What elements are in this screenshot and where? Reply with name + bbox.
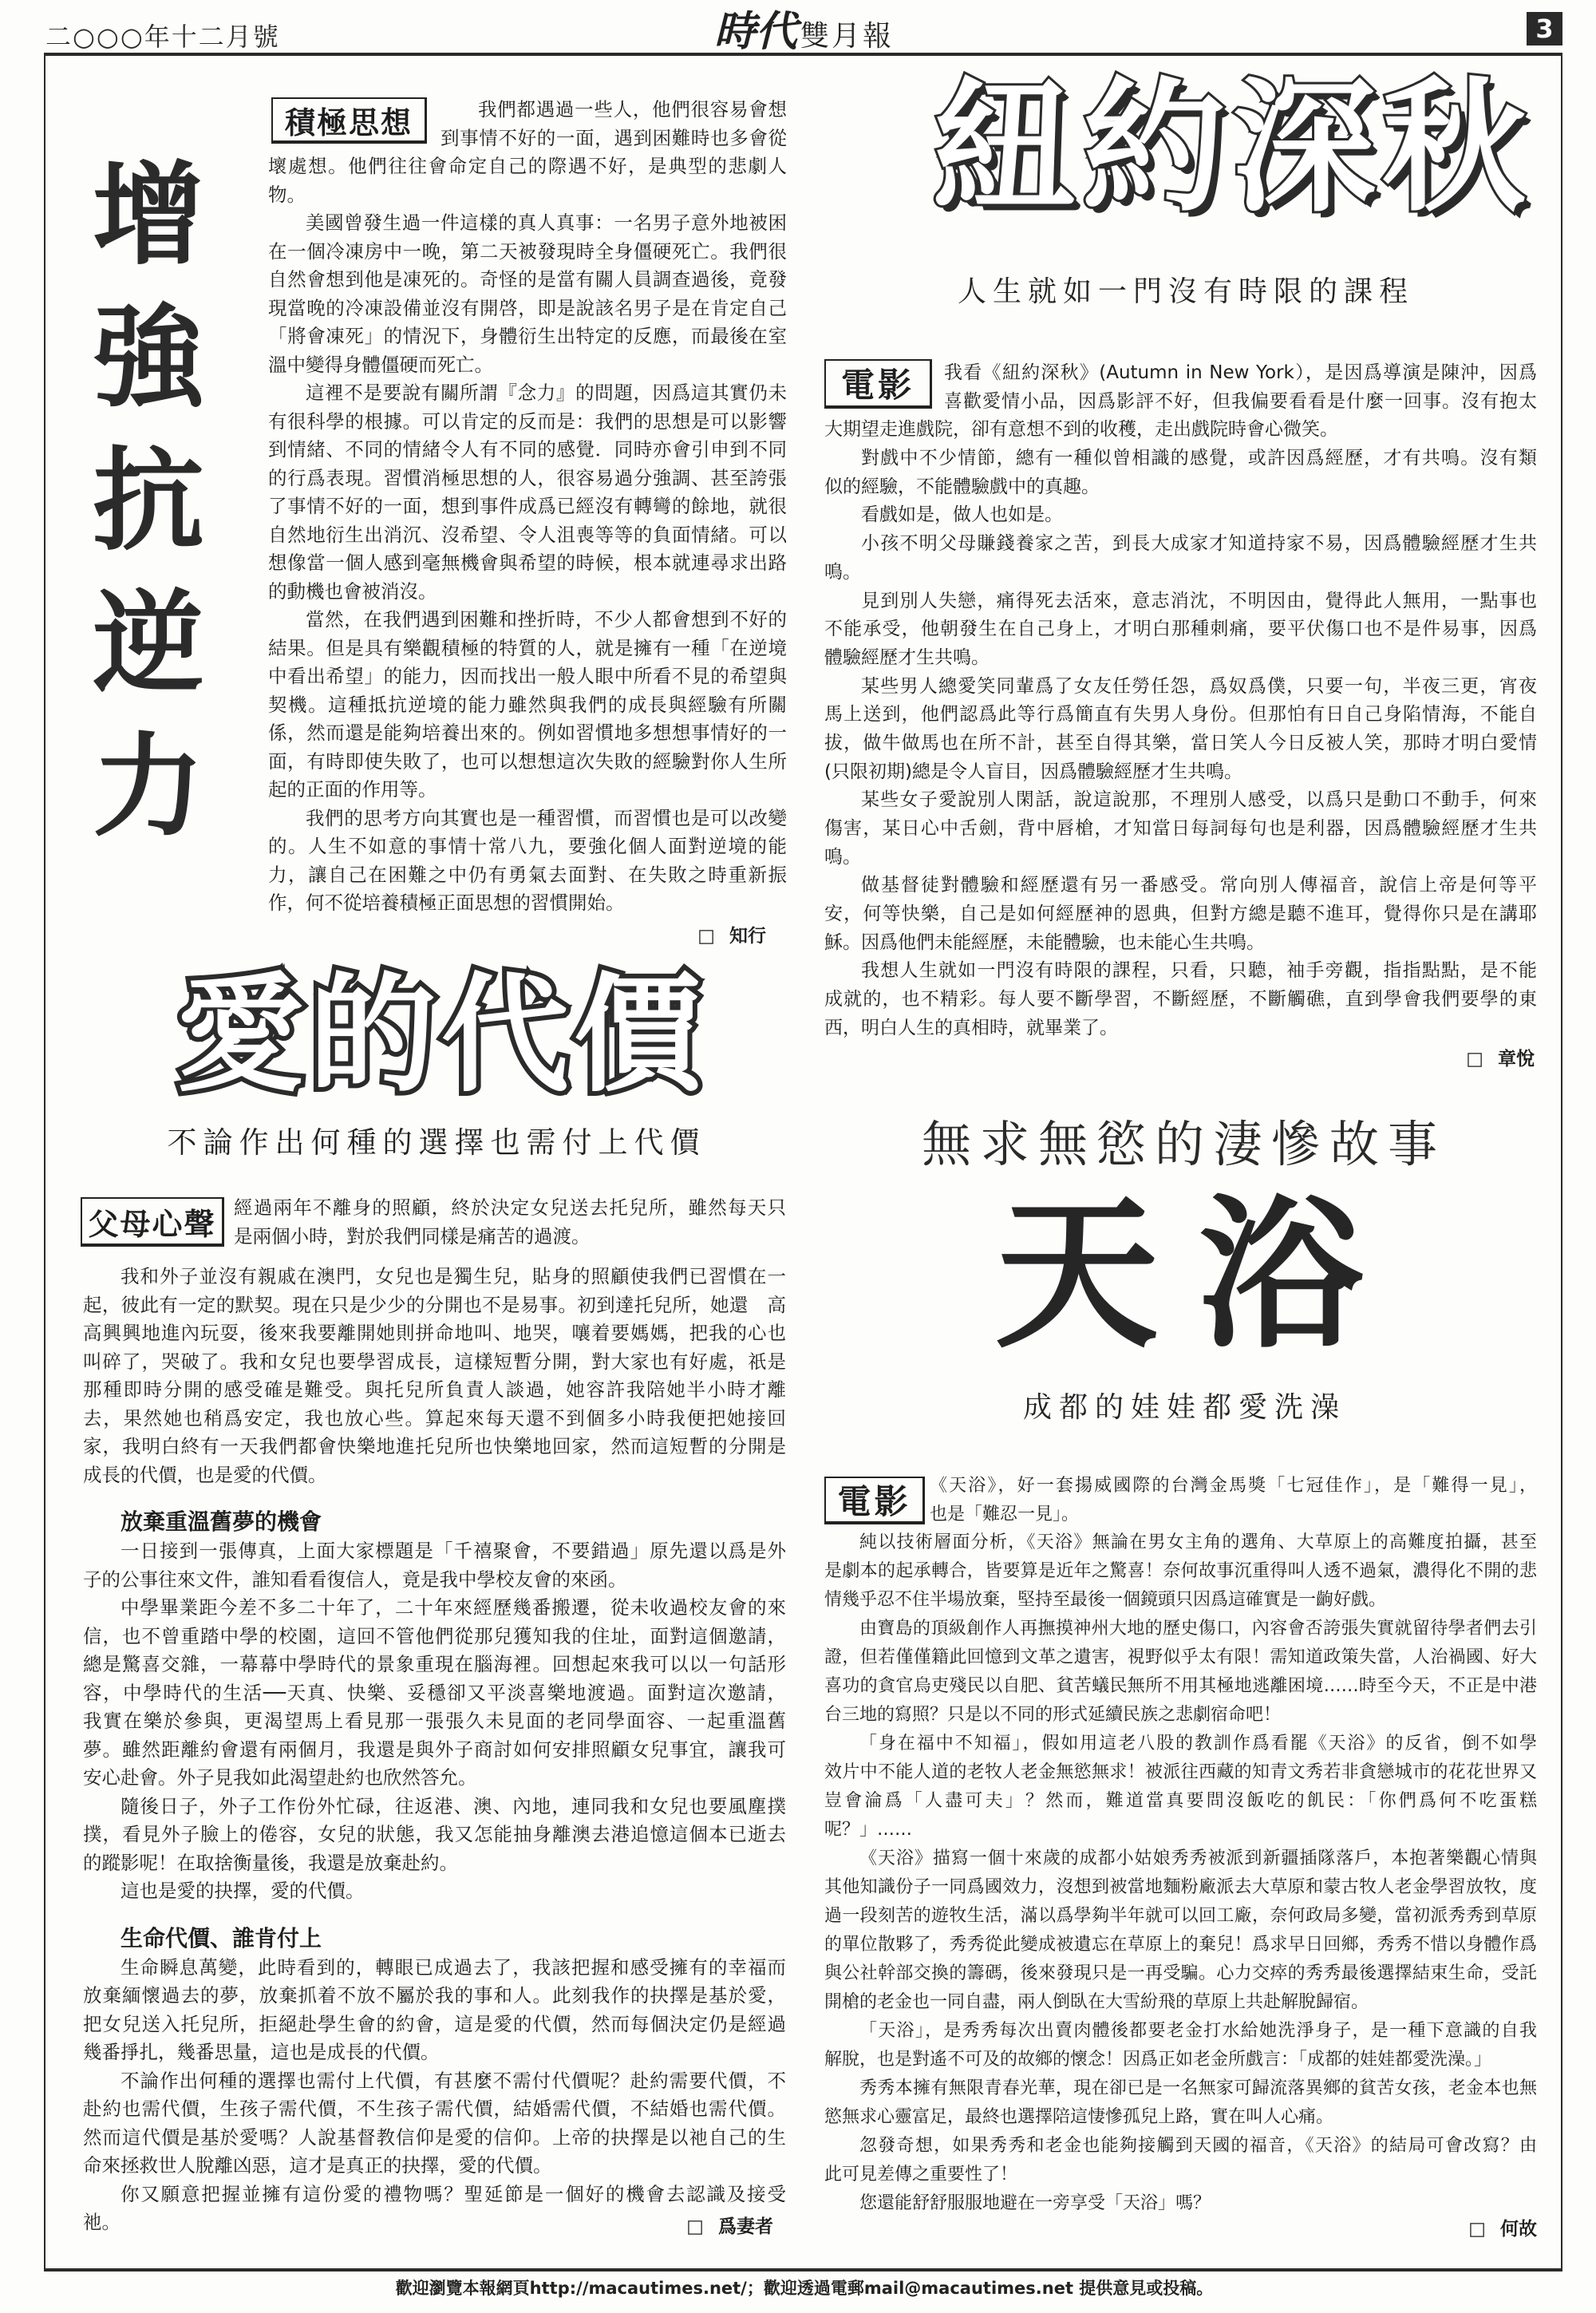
paragraph [268, 606, 787, 805]
text-line: 某些男人總愛笑同輩爲了女友任勞任怨，爲奴爲僕，只要一句，半夜三更，宵夜 [861, 675, 1537, 697]
text-line: 「天浴」，是秀秀每次出賣肉體後都要老金打水給她洗淨身子，是一種下意識的自我 [859, 2021, 1537, 2041]
paragraph [83, 1594, 786, 1793]
paragraph [824, 501, 1537, 530]
text-line: 撲，看見外子臉上的倦容，女兒的狀態，我又怎能抽身離澳去港追憶這個本已逝去 [83, 1823, 786, 1845]
text-line: (只限初期)總是令人盲目，因爲體驗經歷才生共鳴。 [824, 761, 1242, 782]
column-label-film: 電影 [824, 359, 932, 409]
paragraph [268, 379, 787, 606]
byline-autumn-in-new-york: □ 章悅 [1466, 1049, 1535, 1070]
text-line: 幾番掙扎，幾番思量，這也是成長的代價。 [83, 2041, 440, 2063]
text-line: 的。人生不如意的事情十常八九，要強化個人面對逆境的能 [268, 835, 787, 857]
text-line: 我看《紐約深秋》(Autumn in New York），是因爲導演是陳沖，因爲 [944, 362, 1537, 383]
text-line: 那種即時分開的感受確是難受。與托兒所負責人談過，她容許我陪她半小時才離 [83, 1378, 786, 1401]
text-line: 去，果然她也稍爲安定，我也放心些。算起來每天還不到個多小時我便把她接回 [83, 1406, 786, 1429]
article-body [824, 1528, 1537, 2218]
paragraph [824, 872, 1537, 957]
paragraph [440, 96, 787, 152]
paragraph [83, 1793, 786, 1878]
text-line: 開槍的老金也一同自盡，兩人倒臥在大雪紛飛的草原上共赴解脫歸宿。 [824, 1992, 1369, 2012]
text-line: 的行爲表現。習慣消極思想的人，很容易過分強調、甚至誇張 [268, 466, 787, 489]
paragraph [268, 805, 787, 918]
text-line: 美國曾發生過一件這樣的真人真事：一名男子意外地被困 [306, 212, 787, 234]
text-line: 「身在福中不知福」，假如用這老八股的教訓作爲看罷《天浴》的反省，倒不如學 [859, 1734, 1537, 1754]
text-line: 慾無求心靈富足，最終也選擇陪這悽慘孤兒上路，實在叫人心痛。 [824, 2107, 1334, 2127]
paragraph [83, 1877, 786, 1906]
text-line: 物。 [268, 183, 306, 206]
issue-date: 二○○○年十二月號 [45, 22, 280, 52]
column-label-parents-voice: 父母心聲 [81, 1197, 224, 1247]
text-line: 情幾乎忍不住半場放棄，堅持至最後一個鏡頭只因爲這確實是一齣好戲。 [824, 1590, 1387, 1610]
headline-xiu-xiu: 天浴 [995, 1180, 1402, 1370]
text-line: 在一個冷凍房中一晚，第二天被發現時全身僵硬死亡。我們很 [268, 239, 787, 263]
paragraph [824, 1528, 1537, 1615]
text-line: 你又願意把握並擁有這份愛的禮物嗎？聖延節是一個好的機會去認識及接受 [120, 2182, 786, 2205]
text-line: 我和外子並沒有親戚在澳門，女兒也是獨生兒，貼身的照顧使我們已習慣在一 [120, 1265, 786, 1287]
masthead-title-bold: 時代 [714, 7, 798, 56]
paragraph [83, 2067, 786, 2181]
paragraph [824, 530, 1537, 587]
text-line: 了事情不好的一面，想到事件成爲已經沒有轉彎的餘地，就很 [268, 495, 787, 517]
text-line: 成就的，也不精彩。每人要不斷學習，不斷經歷，不斷觸礁，直到學會我們要學的東 [824, 989, 1537, 1010]
text-line: 自然會想到他是凍死的。奇怪的是當有關人員調查過後，竟發 [268, 268, 787, 291]
article-lead [930, 1472, 1537, 1529]
paragraph [83, 1537, 786, 1594]
text-line: 這也是愛的抉擇，愛的代價。 [120, 1880, 365, 1902]
text-line: 我們的思考方向其實也是一種習慣，而習慣也是可以改變 [306, 806, 787, 829]
text-line: 到情緒、不同的情緒令人有不同的感覺．同時亦會引申到不同 [268, 438, 787, 461]
paragraph [930, 1472, 1537, 1529]
article-lead [944, 359, 1537, 416]
text-line: 的蹤影呢！在取捨衡量後，我還是放棄赴約。 [83, 1851, 458, 1874]
text-line: 《天浴》，好一套揚威國際的台灣金馬獎「七冠佳作」，是「難得一見」， [930, 1476, 1537, 1496]
text-line: 與公社幹部交換的籌碼，後來發現只是一再受騙。心力交瘁的秀秀最後選擇結束生命，受託 [824, 1963, 1537, 1983]
text-line: 看戲如是，做人也如是。 [861, 504, 1063, 526]
subheadline-autumn-in-new-york: 人生就如一門沒有時限的課程 [957, 275, 1414, 308]
paragraphs [83, 1263, 786, 2237]
text-line: 《天浴》描寫一個十來歲的成都小姑娘秀秀被派到新疆插隊落戶，本抱著樂觀心情與 [859, 1848, 1537, 1868]
text-line: 由寶島的頂級創作人再撫摸神州大地的歷史傷口，內容會否誇張失實就留待學者們去引 [859, 1619, 1537, 1639]
kicker-xiu-xiu: 無求無慾的淒慘故事 [921, 1115, 1446, 1173]
text-line: 小孩不明父母賺錢養家之苦，到長大成家才知道持家不易，因爲體驗經歷才生共 [861, 533, 1537, 555]
text-line: 您還能舒舒服服地避在一旁享受「天浴」嗎？ [859, 2193, 1211, 2213]
article-body [268, 152, 787, 918]
paragraph [824, 2017, 1537, 2074]
text-line: 壞處想。他們往往會命定自己的際遇不好，是典型的悲劇人 [268, 155, 787, 177]
text-line: 容，中學時代的生活──天真、快樂、妥穩卻又平淡喜樂地渡過。面對這次邀請， [83, 1681, 786, 1704]
text-line: 一日接到一張傳真，上面大家標題是「千禧聚會，不要錯過」原先還以爲是外 [120, 1540, 786, 1562]
paragraph [824, 2074, 1537, 2132]
byline-xiu-xiu: □ 何故 [1468, 2219, 1537, 2240]
paragraph [824, 957, 1537, 1042]
text-line: 我們都遇過一些人，他們很容易會想 [478, 98, 787, 121]
text-line: 鳴。 [824, 561, 861, 583]
text-line: 傷害，某日心中舌劍，背中唇槍，才知當日每詞每句也是利器，因爲體驗經歷才生共 [824, 818, 1537, 840]
paragraph [824, 786, 1537, 872]
paragraph [83, 2181, 786, 2237]
paragraph [234, 1194, 786, 1251]
article-lead [440, 96, 787, 152]
paragraph [268, 152, 787, 209]
text-line: 生命瞬息萬變，此時看到的，轉眼已成過去了，我該把握和感受擁有的幸福而 [120, 1955, 786, 1979]
paragraph [824, 2132, 1537, 2189]
paragraph [824, 1615, 1537, 1730]
headline-resilience: 增強抗逆力 [92, 151, 204, 852]
text-line: 力，讓自己在困難之中仍有勇氣去面對、在失敗之時重新振 [268, 863, 787, 886]
text-line: 其他知識份子一同爲國效力，沒想到被當地麵粉廠派去大草原和蒙古牧人老金學習放牧，度 [824, 1877, 1537, 1897]
text-line: 不能承受，他朝發生在自己身上，才明白那種刺痛，要平伏傷口也不是件易事，因爲 [824, 619, 1537, 640]
text-line: 效片中不能人道的老牧人老金無慾無求！被派往西藏的知青文秀若非貪戀城市的花花世界又 [824, 1762, 1537, 1782]
text-line: 係，然而還是能夠培養出來的。例如習慣地多想想事情好的一 [268, 722, 787, 744]
text-line: 是劇本的起承轉合，皆要算是近年之驚喜！奈何故事沉重得叫人透不過氣，濃得化不開的悲 [824, 1561, 1537, 1581]
paragraph [824, 1730, 1537, 1844]
text-line: 信，也不曾重踏中學的校園，這回不管他們從那兒獲知我的住址，面對這個邀請， [83, 1624, 786, 1647]
text-line: 把女兒送入托兒所，拒絕赴學生會的約會，這是愛的代價，然而每個決定仍是經過 [83, 2012, 786, 2035]
text-line: 也是「難忍一見」。 [930, 1504, 1080, 1524]
column-label-positive-thinking: 積極思想 [271, 97, 427, 144]
headline-price-of-love: 愛的代價 [176, 960, 706, 1109]
text-line: 西，明白人生的真相時，就畢業了。 [824, 1017, 1118, 1038]
paragraph [944, 359, 1537, 416]
page-number-badge: 3 [1527, 12, 1562, 45]
text-line: 喜歡愛情小品，因爲影評不好，但我偏要看看是什麼一回事。沒有抱太 [944, 390, 1537, 412]
text-line: 「將會凍死」的情況下，身體衍生出特定的反應，而最後在室 [268, 325, 787, 347]
text-line: 我想人生就如一門沒有時限的課程，只看，只聽，袖手旁觀，指指點點，是不能 [861, 960, 1537, 982]
text-line: 祂。 [83, 2211, 120, 2233]
column-label-film: 電影 [824, 1477, 925, 1524]
article-body [83, 1263, 786, 2237]
text-line: 安心赴會。外子見我如此渴望赴約也欣然答允。 [83, 1766, 477, 1789]
text-line: 赴約也需代價，生孩子需代價，不生孩子需代價，結婚需代價，不結婚也需代價。 [83, 2098, 786, 2120]
text-line: 純以技術層面分析，《天浴》無論在男女主角的選角、大草原上的高難度拍攝，甚至 [859, 1532, 1537, 1552]
section-subheading: 放棄重溫舊夢的機會 [120, 1508, 322, 1535]
text-line: 經過兩年不離身的照顧，終於決定女兒送去托兒所，雖然每天只 [234, 1196, 786, 1219]
masthead-title-rest: 雙月報 [800, 20, 895, 53]
text-line: 總是驚喜交雜，一幕幕中學時代的景象重現在腦海裡。回想起來我可以以一句話形 [83, 1653, 786, 1675]
text-line: 結果。但是具有樂觀積極的特質的人，就是擁有一種「在逆境 [268, 636, 787, 659]
footer-contact-note: 歡迎瀏覽本報網頁http://macautimes.net/；歡迎透過電郵mail@macautimes.net 提供意見或投稿。 [395, 2279, 1214, 2298]
text-line: 解脫，也是對遙不可及的故鄉的懷念！因爲正如老金所戲言：「成都的娃娃都愛洗澡。」 [824, 2050, 1492, 2070]
subheadline-price-of-love: 不論作出何種的選擇也需付上代價 [167, 1125, 706, 1160]
text-line: 做基督徒對體驗和經歷還有另一番感受。常向別人傳福音，說信上帝是何等平 [861, 875, 1537, 896]
headline-autumn-in-new-york: 紐約深秋 [931, 65, 1532, 231]
paragraph [824, 673, 1537, 787]
paragraph [824, 416, 1537, 445]
text-line: 穌。因爲他們未能經歷，未能體驗，也未能心生共鳴。 [824, 931, 1265, 953]
paragraph [83, 1263, 786, 1489]
text-line: 的動機也會被消沒。 [268, 579, 437, 603]
text-line: 這裡不是要說有關所謂『念力』的問題，因爲這其實仍未 [306, 382, 787, 404]
text-line: 證，但若僅僅籍此回憶到文革之遺害，視野似乎太有限！需知道政策失當，人治禍國、好大 [824, 1647, 1537, 1667]
text-line: 放棄緬懷過去的夢，放棄抓着不放不屬於我的事和人。此刻我作的抉擇是基於愛， [83, 1984, 786, 2007]
text-line: 成長的代價，也是愛的代價。 [83, 1463, 327, 1486]
text-line: 有很科學的根據。可以肯定的反而是：我們的思想是可以影響 [268, 409, 787, 433]
text-line: 起，彼此有一定的默契。現在只是少少的分開也不是易事。初到達托兒所，她還 高 [83, 1293, 786, 1316]
text-line: 當然，在我們遇到困難和挫折時，不少人都會想到不好的 [306, 608, 787, 631]
text-line: 馬上送到，他們認爲此等行爲簡直有失男人身份。但那怕有日自己身陷情海，不能自 [824, 704, 1537, 726]
text-line: 我實在樂於參與，更渴望馬上看見那一張張久未見面的老同學面容、一起重溫舊 [83, 1710, 786, 1732]
text-line: 契機。這種抵抗逆境的能力雖然與我們的成長與經驗有所關 [268, 693, 787, 716]
byline-resilience: □ 知行 [697, 926, 766, 947]
text-line: 體驗經歷才生共鳴。 [824, 646, 990, 668]
paragraph [824, 1844, 1537, 2017]
lead-continuation [268, 152, 787, 209]
text-line: 子的公事往來文件，誰知看看復信人，竟是我中學校友會的來函。 [83, 1568, 627, 1591]
text-line: 此可見差傳之重要性了！ [824, 2165, 1018, 2184]
text-line: 現當晚的冷凍設備並沒有開啓，即是說該名男子是在肯定自己 [268, 296, 787, 319]
article-lead [234, 1194, 786, 1251]
text-line: 的單位散夥了，秀秀從此變成被遺忘在草原上的棄兒！爲求早日回鄉，秀秀不惜以身體作爲 [824, 1935, 1537, 1955]
text-line: 溫中變得身體僵硬而死亡。 [268, 353, 493, 376]
paragraphs [824, 1528, 1537, 2218]
text-line: 想像當一個人感到毫無機會與希望的時候，根本就連尋求出路 [268, 552, 787, 574]
text-line: 喜功的貪官烏吏殘民以自肥、貧苦蟻民無所不用其極地逃離困境……時至今天，不正是中港 [824, 1676, 1537, 1696]
text-line: 安，何等快樂，自己是如何經歷神的恩典，但對方總是聽不進耳，覺得你只是在講耶 [824, 903, 1537, 925]
subheadline-xiu-xiu: 成都的娃娃都愛洗澡 [1022, 1391, 1346, 1424]
text-line: 作，何不從培養積極正面思想的習慣開始。 [268, 892, 625, 914]
text-line: 到事情不好的一面，遇到困難時也多會從 [440, 126, 787, 149]
text-line: 然而這代價是基於愛嗎？人說基督教信仰是愛的信仰。上帝的抉擇是以祂自己的生 [83, 2125, 786, 2149]
text-line: 秀秀本擁有無限青春光華，現在卻已是一名無家可歸流落異鄉的貧苦女孩，老金本也無 [859, 2078, 1537, 2098]
text-line: 豈會淪爲「人盡可夫」？然而，難道當真要問沒飯吃的飢民：「你們爲何不吃蛋糕 [824, 1791, 1537, 1811]
text-line: 高興興地進內玩耍，後來我要離開她則拼命地叫、地哭，嚷着要媽媽，把我的心也 [83, 1322, 786, 1344]
text-line: 台三地的寫照？只是以不同的形式延續民族之悲劇宿命吧！ [824, 1705, 1282, 1725]
paragraphs [824, 445, 1537, 1042]
text-line: 見到別人失戀，痛得死去活來，意志消沈，不明因由，覺得此人無用，一點事也 [861, 590, 1537, 611]
byline-price-of-love: □ 爲妻者 [686, 2216, 773, 2237]
text-line: 夢。雖然距離約會還有兩個月，我還是與外子商討如何安排照顧女兒事宜，讓我可 [83, 1738, 786, 1761]
text-line: 鳴。 [824, 846, 861, 868]
paragraph [824, 587, 1537, 673]
lead-continuation [824, 416, 1537, 445]
text-line: 隨後日子，外子工作份外忙碌，往返港、澳、內地，連同我和女兒也要風塵撲 [120, 1794, 786, 1817]
text-line: 呢？」…… [824, 1820, 913, 1840]
text-line: 過一段刻苦的遊牧生活，滿以爲學夠半年就可以回工廠，奈何政局多變，當初派秀秀到草原 [824, 1906, 1537, 1926]
paragraphs [268, 209, 787, 918]
text-line: 命來拯救世人脫離凶惡，這才是真正的抉擇，愛的代價。 [83, 2154, 552, 2177]
text-line: 起的正面的作用等。 [268, 778, 437, 801]
text-line: 對戲中不少情節，總有一種似曾相識的感覺，或許因爲經歷，才有共鳴。沒有類 [861, 448, 1537, 469]
text-line: 拔，做牛做馬也在所不計，甚至自得其樂，當日笑人今日反被人笑，那時才明白愛情 [824, 732, 1537, 753]
text-line: 叫碎了，哭破了。我和女兒也要學習成長，這樣短暫分開，對大家也有好處，祇是 [83, 1350, 786, 1373]
text-line: 是兩個小時，對於我們同樣是痛苦的過渡。 [234, 1224, 591, 1247]
text-line: 中學畢業距今差不多二十年了，二十年來經歷幾番搬遷，從未收過校友會的來 [120, 1596, 786, 1619]
paragraph [83, 1954, 786, 2067]
text-line: 似的經驗，不能體驗戲中的真趣。 [824, 476, 1100, 497]
paragraph [824, 2189, 1537, 2218]
text-line: 某些女子愛說別人閑話，說這說那，不理別人感受，以爲只是動口不動手，何來 [861, 789, 1537, 811]
text-line: 大期望走進戲院，卻有意想不到的收穫，走出戲院時會心微笑。 [824, 419, 1338, 441]
text-line: 面，有時即使失敗了，也可以想想這次失敗的經驗對你人生所 [268, 749, 787, 773]
paragraph [268, 209, 787, 379]
paragraph [824, 445, 1537, 501]
text-line: 中看出希望」的能力，因而找出一般人眼中所看不見的希望與 [268, 665, 787, 687]
text-line: 忽發奇想，如果秀秀和老金也能夠接觸到天國的福音，《天浴》的結局可會改寫？由 [859, 2136, 1537, 2156]
text-line: 家，我明白終有一天我們都會快樂地進托兒所也快樂地回家，然而這短暫的分開是 [83, 1435, 786, 1457]
text-line: 自然地衍生出消沉、沒希望、令人沮喪等等的負面情緒。可以 [268, 523, 787, 546]
section-subheading: 生命代價、誰肯付上 [120, 1924, 322, 1951]
article-body [824, 416, 1537, 1042]
text-line: 不論作出何種的選擇也需付上代價，有甚麼不需付代價呢？赴約需要代價，不 [120, 2069, 786, 2092]
